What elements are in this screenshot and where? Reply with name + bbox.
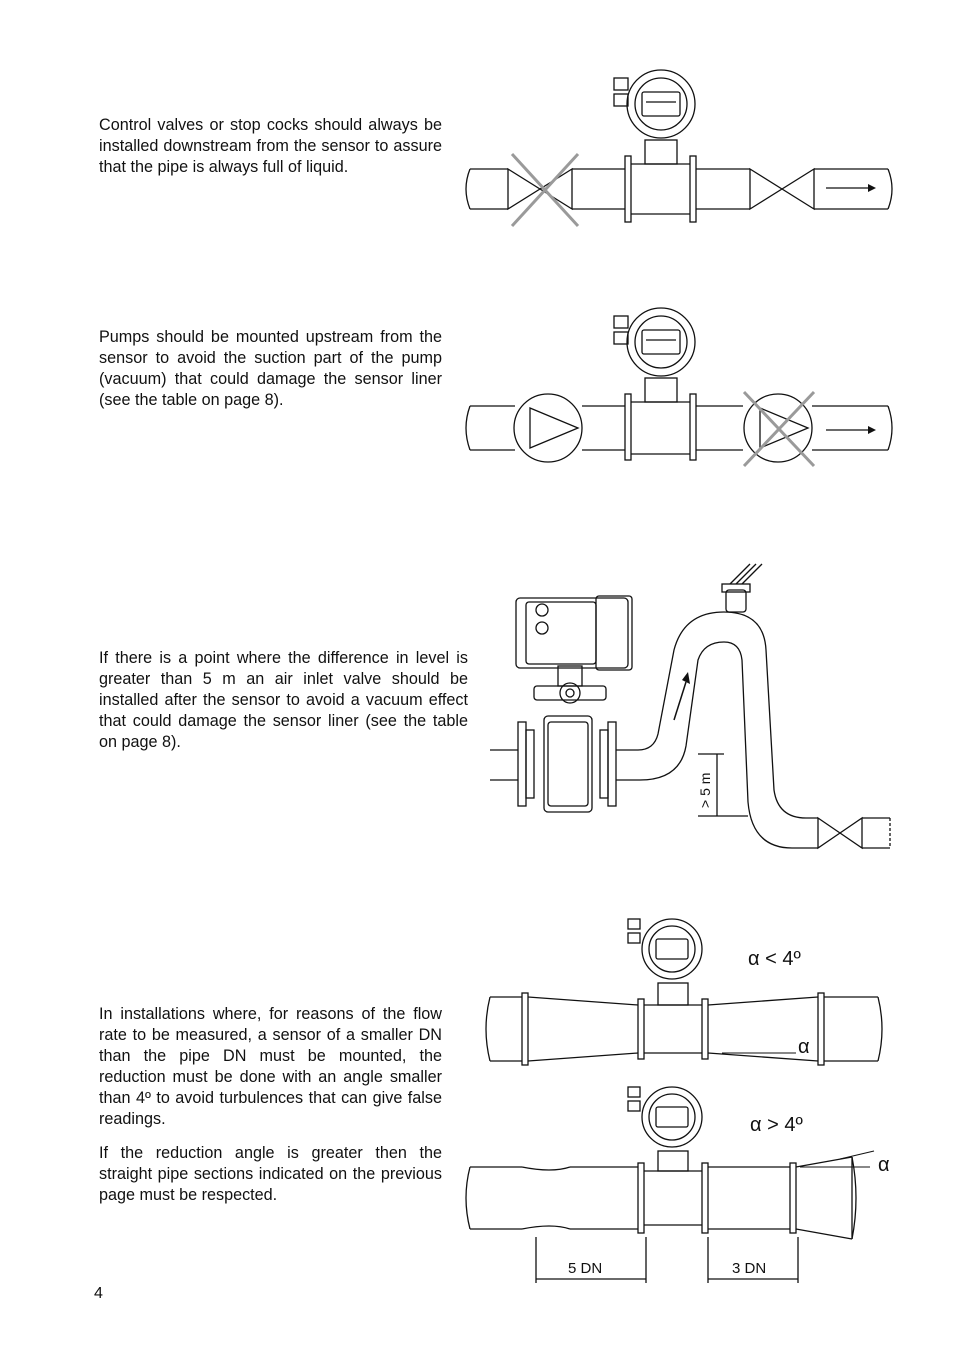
paragraph-valves: Control valves or stop cocks should always be installed downstream from the sensor to assure that the pipe is always full of liquid. — [99, 116, 442, 176]
top-angle-label: α — [798, 1036, 810, 1058]
paragraph-level-difference: If there is a point where the difference in level is greater than 5 m an air inlet valve should be installed after the sensor to avoid a vacuum effect that could damage the sensor liner (see the table on page 8). — [99, 649, 468, 751]
bottom-angle-condition: α > 4º — [750, 1114, 803, 1136]
upstream-length-label: 5 DN — [568, 1260, 603, 1277]
figure-valve-downstream — [460, 64, 900, 234]
paragraph-reduction-angle: If the reduction angle is greater then the straight pipe sections indicated on the previous page must be respected. — [99, 1144, 442, 1204]
paragraph-reduction: In installations where, for reasons of the flow rate to be measured, a sensor of a smaller DN than the pipe DN must be mounted, the reduction must be done with an angle smaller than 4º to avoid turbulences that can give false readings. — [99, 1005, 442, 1128]
downstream-length-label: 3 DN — [732, 1260, 767, 1277]
top-angle-condition: α < 4º — [748, 948, 801, 970]
level-height-label: > 5 m — [697, 772, 713, 808]
paragraph-pumps: Pumps should be mounted upstream from the sensor to avoid the suction part of the pump (vacuum) that could damage the sensor liner (see the table on page 8). — [99, 328, 442, 409]
page-number: 4 — [94, 1285, 103, 1302]
figure-pump-upstream — [460, 298, 900, 470]
bottom-angle-label: α — [878, 1154, 890, 1176]
figure-air-inlet-valve — [488, 550, 898, 850]
figure-pipe-reduction — [460, 905, 900, 1285]
